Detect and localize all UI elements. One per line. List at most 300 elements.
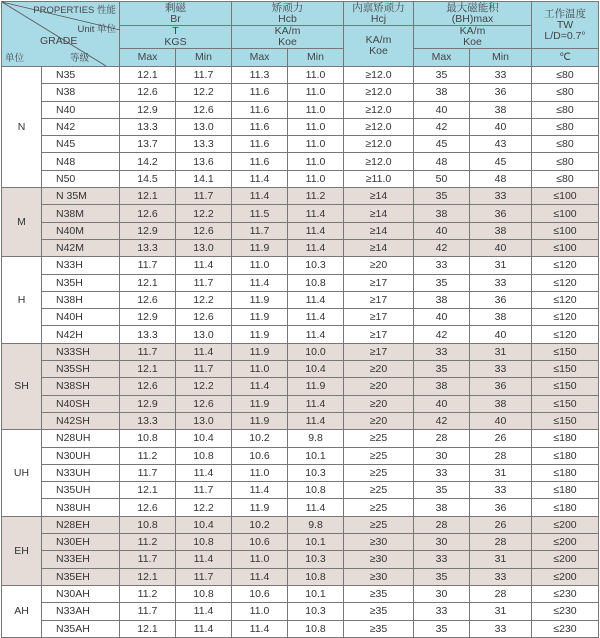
hcb-max-cell: 11.4 [232, 482, 288, 499]
br-max-cell: 13.3 [120, 239, 176, 256]
group-cell: UH [2, 430, 42, 516]
bh-unit-koe: Koe [463, 36, 482, 48]
table-row [2, 551, 599, 568]
hcb-symbol: Hcb [278, 12, 297, 25]
bh-min-cell: 33 [470, 568, 532, 585]
hcb-unit-ka: KA/m [274, 25, 301, 37]
hcb-min-cell: 10.8 [288, 482, 344, 499]
br-max-cell: 11.2 [120, 447, 176, 464]
tw-cell: ≤120 [532, 309, 599, 326]
bh-max-cell: 35 [414, 67, 470, 84]
bh-min-cell: 31 [470, 343, 532, 360]
bh-min-cell: 40 [470, 239, 532, 256]
hcb-min-cell: 11.4 [288, 309, 344, 326]
br-max-cell: 13.3 [120, 326, 176, 343]
br-min-cell: 10.8 [176, 534, 232, 551]
grade-cell: N48 [42, 153, 120, 170]
br-min-header: Min [176, 49, 232, 67]
bh-min-cell: 26 [470, 430, 532, 447]
bh-max-header: Max [414, 49, 470, 67]
br-max-cell: 10.8 [120, 430, 176, 447]
hcb-max-cell: 10.6 [232, 447, 288, 464]
bh-max-cell: 42 [414, 239, 470, 256]
table-row [2, 153, 599, 170]
hcb-min-cell: 10.3 [288, 464, 344, 481]
table-row [2, 464, 599, 481]
br-min-cell: 12.2 [176, 291, 232, 308]
hcb-min-cell: 10.8 [288, 568, 344, 585]
hcb-max-cell: 11.7 [232, 222, 288, 239]
table-row [2, 84, 599, 101]
group-cell: AH [2, 585, 42, 637]
tw-cell: ≤200 [532, 551, 599, 568]
group-cell: N [2, 67, 42, 188]
hcb-max-cell: 10.6 [232, 534, 288, 551]
hcb-max-cell: 11.0 [232, 551, 288, 568]
table-row [2, 118, 599, 135]
hcj-cell: ≥17 [344, 326, 414, 343]
bh-max-cell: 33 [414, 603, 470, 620]
hcb-min-cell: 11.4 [288, 205, 344, 222]
bh-unit-ka: KA/m [459, 25, 486, 37]
br-max-cell: 12.6 [120, 84, 176, 101]
hcj-cell: ≥12.0 [344, 136, 414, 153]
hcb-min-cell: 11.0 [288, 67, 344, 84]
tw-cell: ≤230 [532, 603, 599, 620]
bh-min-cell: 36 [470, 84, 532, 101]
br-max-cell: 11.7 [120, 257, 176, 274]
tw-cell: ≤180 [532, 447, 599, 464]
unit-label: Unit 单位 [77, 24, 116, 35]
tw-cell: ≤150 [532, 343, 599, 360]
tw-cell: ≤200 [532, 516, 599, 533]
hcj-unit-ka: KA/m [365, 34, 392, 46]
bh-max-cell: 28 [414, 430, 470, 447]
grade-cell: N42M [42, 239, 120, 256]
br-max-cell: 13.3 [120, 412, 176, 429]
tw-cell: ≤80 [532, 153, 599, 170]
bh-max-cell: 35 [414, 361, 470, 378]
bh-max-cell: 40 [414, 101, 470, 118]
grade-cell: N50 [42, 170, 120, 187]
br-min-cell: 13.0 [176, 326, 232, 343]
grade-cell: N45 [42, 136, 120, 153]
table-row [2, 170, 599, 187]
bh-max-cell: 45 [414, 136, 470, 153]
hcb-min-cell: 11.0 [288, 101, 344, 118]
hcj-cell: ≥20 [344, 378, 414, 395]
br-max-cell: 12.9 [120, 101, 176, 118]
table-row [2, 620, 599, 637]
br-cn: 剩磁 [165, 1, 186, 14]
bh-max-cell: 35 [414, 620, 470, 637]
grade-cell: N40H [42, 309, 120, 326]
table-row [2, 239, 599, 256]
grade-cell: N35AH [42, 620, 120, 637]
hcj-cell: ≥12.0 [344, 84, 414, 101]
bh-min-cell: 33 [470, 361, 532, 378]
br-max-cell: 11.7 [120, 603, 176, 620]
br-max-cell: 12.6 [120, 378, 176, 395]
grade-cell: N 35M [42, 188, 120, 205]
tw-cell: ≤150 [532, 361, 599, 378]
br-max-cell: 11.7 [120, 464, 176, 481]
hcb-min-cell: 10.1 [288, 585, 344, 602]
bh-min-cell: 40 [470, 118, 532, 135]
br-min-cell: 10.8 [176, 585, 232, 602]
bh-max-cell: 35 [414, 274, 470, 291]
br-max-cell: 12.9 [120, 309, 176, 326]
bh-min-cell: 33 [470, 274, 532, 291]
hcb-min-cell: 10.3 [288, 257, 344, 274]
hcj-cell: ≥25 [344, 430, 414, 447]
bh-min-cell: 26 [470, 516, 532, 533]
hcb-max-cell: 11.6 [232, 136, 288, 153]
bh-min-cell: 28 [470, 585, 532, 602]
table-row [2, 447, 599, 464]
hcj-cell: ≥17 [344, 291, 414, 308]
br-min-cell: 13.0 [176, 412, 232, 429]
unit-cn-label: 单位 [5, 53, 25, 64]
bh-min-cell: 38 [470, 309, 532, 326]
bh-min-cell: 31 [470, 257, 532, 274]
hcb-min-cell: 11.4 [288, 499, 344, 516]
hcb-max-cell: 11.6 [232, 118, 288, 135]
grade-cell: N33AH [42, 603, 120, 620]
bh-unit [414, 26, 532, 49]
br-min-cell: 12.2 [176, 205, 232, 222]
br-min-cell: 12.2 [176, 378, 232, 395]
tw-cell: ≤100 [532, 222, 599, 239]
bh-max-cell: 48 [414, 153, 470, 170]
bh-cn: 最大磁能积 [446, 1, 499, 14]
bh-max-cell: 35 [414, 188, 470, 205]
hcb-max-cell: 11.4 [232, 620, 288, 637]
tw-cell: ≤120 [532, 274, 599, 291]
properties-table [1, 1, 599, 638]
br-max-cell: 11.7 [120, 343, 176, 360]
table-row [2, 101, 599, 118]
grade-cell: N40SH [42, 395, 120, 412]
grade-cell: N33EH [42, 551, 120, 568]
table-row [2, 568, 599, 585]
hcb-min-cell: 10.3 [288, 603, 344, 620]
hcb-max-header: Max [232, 49, 288, 67]
table-row [2, 499, 599, 516]
grade-cn-label: 等级 [70, 53, 90, 64]
bh-max-cell: 40 [414, 309, 470, 326]
hcj-cell: ≥20 [344, 395, 414, 412]
hcb-max-cell: 11.0 [232, 603, 288, 620]
hcb-max-cell: 10.6 [232, 585, 288, 602]
br-min-cell: 11.7 [176, 568, 232, 585]
bh-min-cell: 33 [470, 188, 532, 205]
bh-max-cell: 42 [414, 326, 470, 343]
grade-cell: N40 [42, 101, 120, 118]
hcj-cell: ≥20 [344, 361, 414, 378]
table-row [2, 188, 599, 205]
hcb-max-cell: 11.4 [232, 170, 288, 187]
br-min-cell: 11.7 [176, 188, 232, 205]
br-min-cell: 11.7 [176, 67, 232, 84]
grade-cell: N33SH [42, 343, 120, 360]
hcj-cell: ≥20 [344, 412, 414, 429]
table-row [2, 395, 599, 412]
hcj-header [344, 2, 414, 26]
hcj-symbol: Hcj [370, 12, 387, 25]
br-min-cell: 13.3 [176, 136, 232, 153]
hcj-cell: ≥14 [344, 222, 414, 239]
br-max-cell: 12.1 [120, 620, 176, 637]
grade-cell: N33H [42, 257, 120, 274]
bh-min-cell: 33 [470, 67, 532, 84]
table-row [2, 482, 599, 499]
hcb-max-cell: 11.9 [232, 343, 288, 360]
hcb-max-cell: 11.9 [232, 499, 288, 516]
hcb-min-cell: 10.3 [288, 551, 344, 568]
table-row [2, 326, 599, 343]
tw-cell: ≤120 [532, 257, 599, 274]
bh-min-cell: 40 [470, 412, 532, 429]
tw-cell: ≤150 [532, 378, 599, 395]
hcj-cell: ≥17 [344, 274, 414, 291]
br-min-cell: 10.8 [176, 447, 232, 464]
table-row [2, 412, 599, 429]
hcb-unit-koe: Koe [278, 36, 297, 48]
table-row [2, 205, 599, 222]
hcb-min-cell: 11.4 [288, 412, 344, 429]
table-row [2, 291, 599, 308]
bh-min-cell: 36 [470, 499, 532, 516]
grade-cell: N35EH [42, 568, 120, 585]
table-row [2, 378, 599, 395]
br-min-cell: 11.7 [176, 482, 232, 499]
hcb-max-cell: 11.9 [232, 309, 288, 326]
br-max-cell: 12.6 [120, 499, 176, 516]
hcj-cell: ≥30 [344, 551, 414, 568]
hcj-cell: ≥17 [344, 309, 414, 326]
tw-header [532, 2, 599, 49]
hcj-unit [344, 26, 414, 67]
grade-cell: N38H [42, 291, 120, 308]
br-max-cell: 12.9 [120, 222, 176, 239]
hcj-cell: ≥35 [344, 603, 414, 620]
group-cell: H [2, 257, 42, 343]
br-unit-t: T [172, 25, 179, 37]
tw-ld: L/D=0.7° [544, 29, 586, 42]
br-max-cell: 12.1 [120, 67, 176, 84]
hcb-min-cell: 11.4 [288, 239, 344, 256]
tw-cell: ≤150 [532, 412, 599, 429]
tw-cell: ≤80 [532, 101, 599, 118]
hcb-min-cell: 11.9 [288, 378, 344, 395]
tw-cell: ≤80 [532, 170, 599, 187]
br-unit [120, 26, 232, 49]
tw-cell: ≤120 [532, 291, 599, 308]
br-max-cell: 12.1 [120, 361, 176, 378]
table-row [2, 516, 599, 533]
bh-max-cell: 33 [414, 343, 470, 360]
tw-cell: ≤180 [532, 499, 599, 516]
tw-cell: ≤150 [532, 395, 599, 412]
hcb-header [232, 2, 344, 26]
bh-max-cell: 50 [414, 170, 470, 187]
tw-cell: ≤230 [532, 585, 599, 602]
table-row [2, 67, 599, 84]
br-max-cell: 11.2 [120, 534, 176, 551]
br-max-cell: 13.7 [120, 136, 176, 153]
bh-max-cell: 35 [414, 482, 470, 499]
hcb-max-cell: 11.3 [232, 67, 288, 84]
br-max-cell: 12.1 [120, 568, 176, 585]
hcb-min-cell: 10.4 [288, 361, 344, 378]
br-max-cell: 14.5 [120, 170, 176, 187]
bh-max-cell: 30 [414, 447, 470, 464]
grade-cell: N40M [42, 222, 120, 239]
grade-cell: N38M [42, 205, 120, 222]
bh-max-cell: 33 [414, 257, 470, 274]
hcj-cell: ≥12.0 [344, 153, 414, 170]
grade-cell: N38SH [42, 378, 120, 395]
hcb-max-cell: 11.0 [232, 361, 288, 378]
hcj-cell: ≥25 [344, 499, 414, 516]
br-max-cell: 12.1 [120, 482, 176, 499]
bh-max-cell: 42 [414, 118, 470, 135]
hcb-min-cell: 10.8 [288, 274, 344, 291]
hcb-max-cell: 10.2 [232, 430, 288, 447]
tw-cell: ≤80 [532, 67, 599, 84]
table-row [2, 343, 599, 360]
bh-max-cell: 33 [414, 464, 470, 481]
hcb-max-cell: 11.4 [232, 568, 288, 585]
br-min-cell: 11.4 [176, 620, 232, 637]
bh-max-cell: 33 [414, 551, 470, 568]
hcb-max-cell: 11.4 [232, 378, 288, 395]
grade-cell: N38UH [42, 499, 120, 516]
br-max-cell: 14.2 [120, 153, 176, 170]
bh-min-cell: 45 [470, 153, 532, 170]
hcb-min-cell: 11.4 [288, 291, 344, 308]
hcb-min-cell: 10.0 [288, 343, 344, 360]
hcb-max-cell: 11.6 [232, 84, 288, 101]
table-row [2, 534, 599, 551]
br-max-cell: 12.9 [120, 395, 176, 412]
br-min-cell: 12.2 [176, 84, 232, 101]
grade-cell: N28UH [42, 430, 120, 447]
table-row [2, 361, 599, 378]
bh-min-cell: 38 [470, 101, 532, 118]
grade-cell: N30EH [42, 534, 120, 551]
hcj-cell: ≥25 [344, 447, 414, 464]
hcb-max-cell: 11.4 [232, 274, 288, 291]
br-max-cell: 11.2 [120, 585, 176, 602]
bh-max-cell: 38 [414, 291, 470, 308]
br-symbol: Br [170, 12, 181, 25]
br-min-cell: 13.0 [176, 239, 232, 256]
grade-cell: N33UH [42, 464, 120, 481]
bh-min-cell: 40 [470, 326, 532, 343]
bh-min-cell: 38 [470, 395, 532, 412]
bh-min-cell: 31 [470, 551, 532, 568]
hcb-max-cell: 11.6 [232, 153, 288, 170]
br-min-cell: 12.6 [176, 395, 232, 412]
table-row [2, 136, 599, 153]
br-min-cell: 14.1 [176, 170, 232, 187]
hcj-cell: ≥25 [344, 516, 414, 533]
hcj-cell: ≥35 [344, 585, 414, 602]
hcb-max-cell: 11.9 [232, 291, 288, 308]
tw-cell: ≤100 [532, 188, 599, 205]
br-max-cell: 13.3 [120, 118, 176, 135]
bh-max-cell: 28 [414, 516, 470, 533]
br-min-cell: 12.6 [176, 222, 232, 239]
bh-max-cell: 30 [414, 585, 470, 602]
bh-min-cell: 31 [470, 464, 532, 481]
table-row [2, 222, 599, 239]
hcj-cell: ≥30 [344, 534, 414, 551]
tw-cell: ≤180 [532, 464, 599, 481]
table-body [2, 67, 599, 638]
hcj-cell: ≥17 [344, 343, 414, 360]
bh-min-cell: 36 [470, 378, 532, 395]
hcb-max-cell: 11.4 [232, 188, 288, 205]
tw-unit: ℃ [532, 49, 599, 67]
hcb-min-cell: 11.0 [288, 136, 344, 153]
hcb-min-cell: 11.2 [288, 188, 344, 205]
bh-min-cell: 38 [470, 222, 532, 239]
br-min-cell: 11.7 [176, 361, 232, 378]
hcj-cn: 内禀矫顽力 [352, 1, 405, 14]
hcj-cell: ≥35 [344, 620, 414, 637]
br-min-cell: 12.6 [176, 101, 232, 118]
hcb-max-cell: 11.5 [232, 205, 288, 222]
bh-max-cell: 40 [414, 222, 470, 239]
br-min-cell: 11.4 [176, 551, 232, 568]
bh-min-header: Min [470, 49, 532, 67]
br-max-cell: 12.6 [120, 291, 176, 308]
hcb-cn: 矫顽力 [271, 1, 304, 14]
tw-cell: ≤180 [532, 430, 599, 447]
tw-cell: ≤230 [532, 620, 599, 637]
tw-symbol: TW [556, 18, 574, 31]
br-min-cell: 12.2 [176, 499, 232, 516]
group-cell: SH [2, 343, 42, 429]
hcb-min-cell: 9.8 [288, 516, 344, 533]
group-cell: EH [2, 516, 42, 585]
hcb-min-cell: 10.1 [288, 534, 344, 551]
hcb-min-cell: 11.0 [288, 84, 344, 101]
bh-max-cell: 38 [414, 205, 470, 222]
br-max-cell: 12.6 [120, 205, 176, 222]
br-min-cell: 11.4 [176, 603, 232, 620]
br-max-cell: 10.8 [120, 516, 176, 533]
grade-cell: N42H [42, 326, 120, 343]
tw-cell: ≤80 [532, 136, 599, 153]
group-cell: M [2, 188, 42, 257]
table-row [2, 274, 599, 291]
grade-cell: N38 [42, 84, 120, 101]
tw-cn: 工作温度 [544, 7, 586, 20]
hcj-cell: ≥11.0 [344, 170, 414, 187]
tw-cell: ≤80 [532, 84, 599, 101]
hcj-cell: ≥30 [344, 568, 414, 585]
tw-cell: ≤100 [532, 205, 599, 222]
bh-min-cell: 33 [470, 620, 532, 637]
hcb-min-cell: 11.4 [288, 222, 344, 239]
hcb-max-cell: 11.9 [232, 326, 288, 343]
hcb-max-cell: 11.9 [232, 412, 288, 429]
br-min-cell: 11.4 [176, 257, 232, 274]
